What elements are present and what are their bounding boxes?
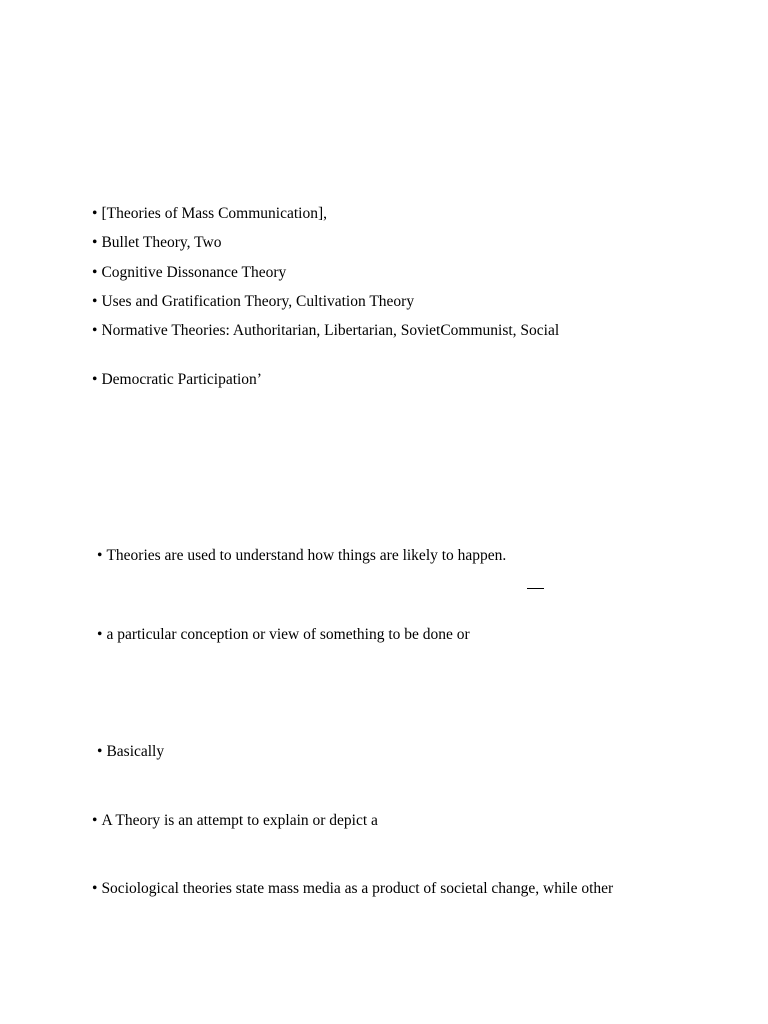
list-item-uses-and-gratification — [92, 292, 414, 312]
list-item-text: Normative Theories: Authoritarian, Libertarian, SovietCommunist, Social — [101, 322, 560, 339]
note-text: Basically — [106, 743, 165, 760]
note-sociological — [92, 879, 613, 899]
list-item-text: Cognitive Dissonance Theory — [101, 264, 287, 281]
note-text: Sociological theories state mass media as a product of societal change, while other — [101, 880, 614, 897]
bullet-icon: • — [92, 812, 98, 829]
note-text: Theories are used to understand how things are likely to happen. — [106, 547, 507, 564]
list-item-cognitive-dissonance — [92, 263, 286, 283]
bullet-icon: • — [92, 205, 98, 222]
list-item-text: Bullet Theory, Two — [101, 234, 222, 251]
list-item-normative-theories — [92, 321, 559, 341]
bullet-icon: • — [92, 234, 98, 251]
dash-rule — [527, 588, 544, 589]
bullet-icon: • — [92, 264, 98, 281]
bullet-icon: • — [92, 293, 98, 310]
note-basically — [97, 742, 164, 762]
list-item-text: [Theories of Mass Communication], — [101, 205, 328, 222]
bullet-icon: • — [92, 371, 98, 388]
list-item-text: Uses and Gratification Theory, Cultivation Theory — [101, 293, 415, 310]
list-item-theories-of-mass-communication — [92, 204, 327, 224]
note-theories-use — [97, 546, 506, 566]
note-conception — [97, 625, 470, 645]
note-text: a particular conception or view of something to be done or — [106, 626, 470, 643]
note-text: A Theory is an attempt to explain or depict a — [101, 812, 378, 829]
note-theory-definition — [92, 811, 378, 831]
list-item-bullet-theory — [92, 233, 221, 253]
list-item-text: Democratic Participation’ — [101, 371, 262, 388]
list-item-democratic-participation — [92, 370, 262, 390]
bullet-icon: • — [97, 547, 103, 564]
bullet-icon: • — [97, 743, 103, 760]
bullet-icon: • — [97, 626, 103, 643]
bullet-icon: • — [92, 880, 98, 897]
bullet-icon: • — [92, 322, 98, 339]
